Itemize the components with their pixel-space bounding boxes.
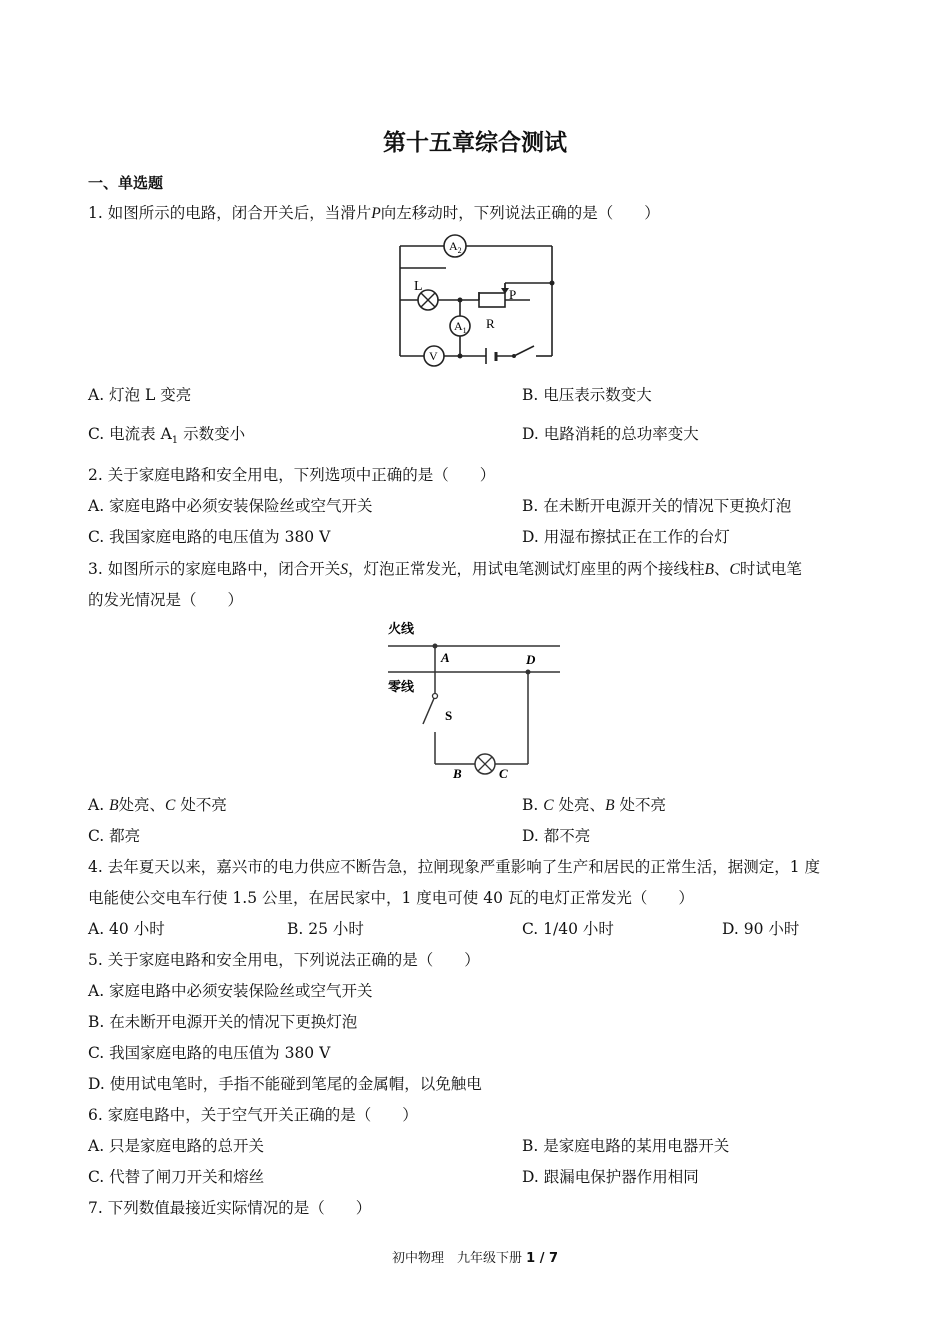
question-7-stem: 7. 下列数值最接近实际情况的是（ ） (88, 1199, 372, 1217)
q4-option-d: D. 90 小时 (722, 920, 800, 938)
point-b-label: B (453, 766, 462, 781)
q3-a-text-2: 处亮、 (118, 796, 166, 814)
ammeter-a1-label: $A_1$ (454, 319, 467, 335)
q1-var-p: P (371, 205, 381, 222)
question-4-stem-line2: 电能使公交电车行使 1.5 公里，在居民家中，1 度电可使 40 瓦的电灯正常发光（ ） (88, 889, 694, 907)
q1-stem-text-1: 1. 如图所示的电路，闭合开关后，当滑片 (88, 204, 372, 222)
page-number: 1 / 7 (526, 1251, 559, 1266)
q1-c-text-2: 示数变小 (178, 425, 246, 443)
q1-stem-text-2: 向左移动时，下列说法正确的是（ ） (380, 204, 660, 222)
q4-option-c: C. 1/40 小时 (522, 920, 614, 938)
question-5-stem: 5. 关于家庭电路和安全用电，下列说法正确的是（ ） (88, 951, 480, 969)
q3-b-text-3: 处不亮 (619, 796, 666, 814)
question-1-stem (88, 201, 660, 223)
q5-option-d: D. 使用试电笔时，手指不能碰到笔尾的金属帽，以免触电 (88, 1075, 482, 1093)
question-3-stem-line1 (88, 557, 802, 579)
circuit-diagram-2 (385, 616, 565, 786)
q1-option-d: D. 电路消耗的总功率变大 (522, 425, 699, 443)
q2-option-c: C. 我国家庭电路的电压值为 380 V (88, 528, 331, 546)
voltmeter-label: V (429, 349, 438, 363)
slider-label: P (509, 287, 517, 302)
q6-option-c: C. 代替了闸刀开关和熔丝 (88, 1168, 265, 1186)
q1-option-b: B. 电压表示数变大 (522, 386, 652, 404)
q5-option-a: A. 家庭电路中必须安装保险丝或空气开关 (88, 982, 373, 1000)
q3-a-var-2: C (165, 797, 176, 814)
q3-text: 3. 如图所示的家庭电路中，闭合开关 (88, 560, 341, 578)
circuit-diagram-1 (390, 228, 565, 373)
q3-var-c: C (729, 561, 740, 578)
q2-option-a: A. 家庭电路中必须安装保险丝或空气开关 (88, 497, 373, 515)
point-a-label: A (441, 650, 450, 665)
q5-option-b: B. 在未断开电源开关的情况下更换灯泡 (88, 1013, 358, 1031)
zero-line-label: 零线 (388, 679, 415, 694)
q1-option-c (88, 422, 245, 446)
q5-option-c: C. 我国家庭电路的电压值为 380 V (88, 1044, 331, 1062)
point-c-label: C (499, 766, 508, 781)
question-3-stem-line2: 的发光情况是（ ） (88, 591, 244, 609)
q3-a-var: B (109, 797, 119, 814)
q3-text-2: ，灯泡正常发光，用试电笔测试灯座里的两个接线柱 (347, 560, 705, 578)
q1-option-a: A. 灯泡 L 变亮 (88, 386, 192, 404)
question-6-stem: 6. 家庭电路中，关于空气开关正确的是（ ） (88, 1106, 418, 1124)
question-4-stem-line1: 4. 去年夏天以来，嘉兴市的电力供应不断告急，拉闸现象严重影响了生产和居民的正常生活，据测定，1 度 (88, 858, 821, 876)
switch-s-label: S (445, 708, 453, 723)
q3-var-s: S (340, 561, 348, 578)
fire-line-label: 火线 (388, 621, 415, 636)
q4-option-b: B. 25 小时 (287, 920, 364, 938)
q3-b-text-2: 处亮、 (558, 796, 606, 814)
q3-option-a (88, 793, 227, 815)
q3-a-text-3: 处不亮 (180, 796, 227, 814)
q3-option-b (522, 793, 666, 815)
q2-option-d: D. 用湿布擦拭正在工作的台灯 (522, 528, 730, 546)
q6-option-d: D. 跟漏电保护器作用相同 (522, 1168, 699, 1186)
page-footer (0, 1247, 950, 1266)
q6-option-a: A. 只是家庭电路的总开关 (88, 1137, 265, 1155)
q3-b-text: B. (522, 796, 539, 814)
q3-b-var-2: B (605, 797, 615, 814)
q3-option-d: D. 都不亮 (522, 827, 591, 845)
section-heading: 一、单选题 (88, 174, 164, 192)
q3-option-c: C. 都亮 (88, 827, 141, 845)
q3-var-b: B (704, 561, 714, 578)
q3-sep: 、 (713, 560, 730, 578)
resistor-label: R (486, 316, 495, 331)
lamp-label: L (414, 279, 423, 294)
q1-c-text: C. 电流表 A (88, 425, 172, 443)
point-d-label: D (526, 652, 536, 667)
page-title: 第十五章综合测试 (383, 130, 567, 156)
ammeter-a2-label: $A_2$ (449, 239, 462, 255)
q1-c-sub: 1 (171, 435, 179, 447)
q4-option-a: A. 40 小时 (88, 920, 165, 938)
q3-text-3: 时试电笔 (739, 560, 802, 578)
q2-option-b: B. 在未断开电源开关的情况下更换灯泡 (522, 497, 792, 515)
q3-b-var: C (543, 797, 554, 814)
footer-label: 初中物理 九年级下册 (391, 1251, 522, 1266)
q3-a-text: A. (88, 796, 105, 814)
q6-option-b: B. 是家庭电路的某用电器开关 (522, 1137, 730, 1155)
question-2-stem: 2. 关于家庭电路和安全用电，下列选项中正确的是（ ） (88, 466, 496, 484)
